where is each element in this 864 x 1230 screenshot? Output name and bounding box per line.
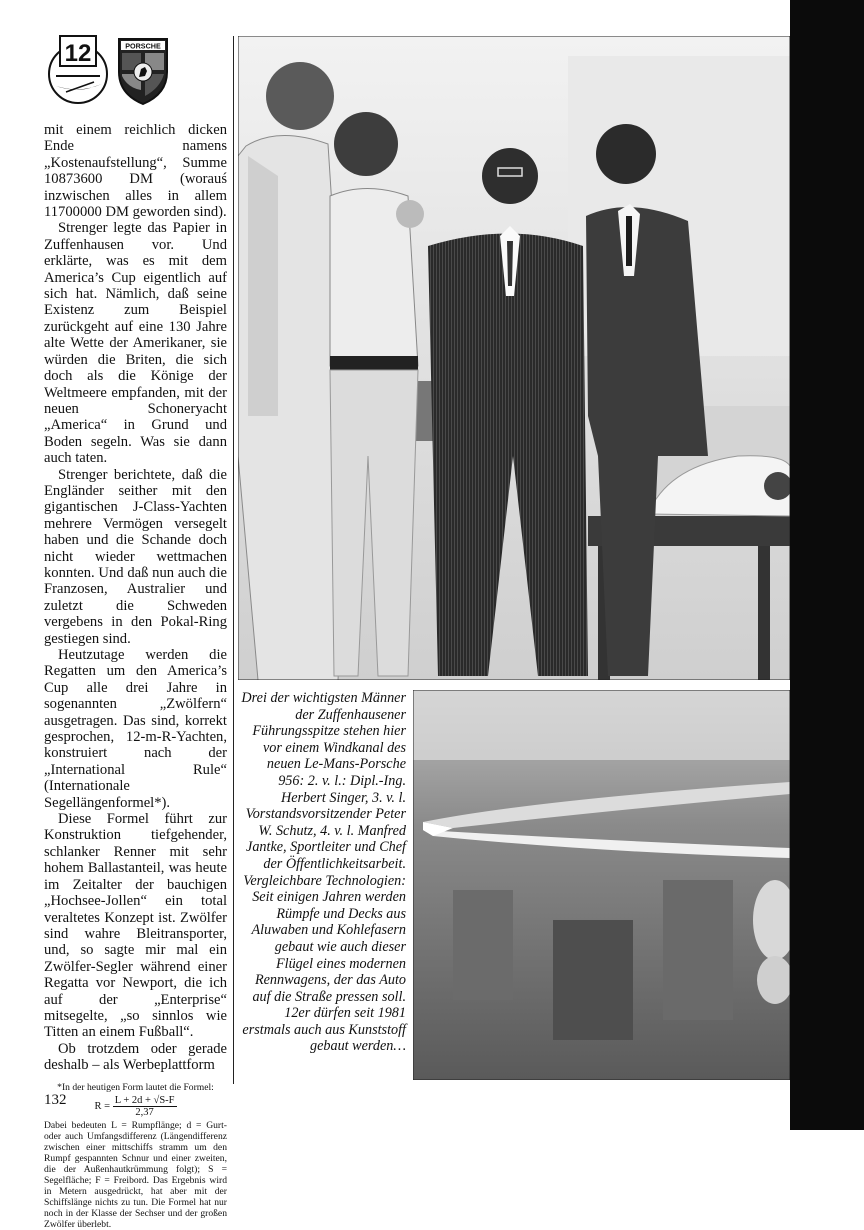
formula-numerator: L + 2d + √S-F xyxy=(114,1094,175,1106)
formula-lhs: R = xyxy=(94,1100,111,1112)
body-paragraph-2: Strenger legte das Papier in Zuffenhausen vor. Und erklärte, was es mit dem America’s Cup eigentlich auf sich hat. Nämlich, daß seine Existenz zum Beispiel zurückgeht auf eine 130 Jahre alte Wette der Amerikaner, sie würden die Briten, die sich doch als die Könige der Weltmeere empfanden, mit der neuen Schoneryacht „America“ in Grund und Boden segeln. Was sie dann auch taten. xyxy=(44,220,227,467)
porsche-crest-logo xyxy=(116,36,170,106)
photo-caption: Drei der wichtigsten Männer der Zuffenhausener Führungsspitze stehen hier vor einem Windkanal des neuen Le-Mans-Porsche 956: 2. v. l.: Dipl.-Ing. Herbert Singer, 3. v. l. Vorstandsvorsitzender Peter W. Schutz, 4. v. l. Manfred Jantke, Sportleiter und Chef der Öffentlichkeitsarbeit. Vergleichbare Technologien: Seit einigen Jahren werden Rümpfe und Decks aus Aluwaben und Kohlefasern gebaut wie auch dieser Flügel eines modernen Rennwagens, der das Auto auf die Straße pressen soll. 12er dürfen seit 1981 erstmals auch aus Kunststoff gebaut werden… xyxy=(241,690,406,1055)
racing-wing-photo xyxy=(413,690,790,1080)
body-paragraph-4: Heutzutage werden die Regatten um den America’s Cup alle drei Jahre in sogenannten „Zwölfern“ ausgetragen. Das sind, korrekt gesprochen, 12-m-R-Yachten, konstruiert nach der „International Rule“ (Internationale Segellängenformel*). xyxy=(44,647,227,811)
body-paragraph-1: mit einem reichlich dicken Ende namens „Kostenaufstellung“, Summe 10873600 DM (worauś inzwischen alles in allem 11700000 DM geworden sind). xyxy=(44,122,227,221)
logo-group xyxy=(44,34,174,110)
body-paragraph-3: Strenger berichtete, daß die Engländer seither mit den gigantischen J-Class-Yachten mehrere Vermögen versegelt haben und die Schande doch nicht wieder wettmachen konnten. Und daß nun auch die Franzosen, Australier und zuletzt die Schweden vergebens in den Pokal-Ring gestiegen sind. xyxy=(44,466,227,647)
formula-footnote xyxy=(44,1082,227,1230)
twelve-meter-class-logo xyxy=(46,34,110,106)
racing-wing-photo-illustration xyxy=(413,690,790,1080)
formula-fraction xyxy=(113,1095,177,1118)
left-text-column xyxy=(44,122,227,1230)
executives-photo-illustration xyxy=(238,36,790,680)
page-number: 132 xyxy=(44,1092,67,1108)
scan-edge-shadow xyxy=(790,0,864,1130)
crest-text: PORSCHE xyxy=(125,41,161,51)
executives-photo xyxy=(238,36,790,680)
logo-number: 12 xyxy=(64,40,92,67)
footnote-text: Dabei bedeuten L = Rumpflänge; d = Gurt- oder auch Umfangsdifferenz (Längendifferenz zwischen einer mittschiffs stramm um den Rumpf gespannten Schnur und einer zweiten, die der Außenhautkrümmung folgt); S = Segelfläche; F = Freibord. Das Ergebnis wird in Metern ausgedrückt, hat aber mit der Schiffslänge nichts zu tun. Die Formel hat nur noch in der Klasse der Sechser und der großen Zwölfer überlebt. xyxy=(44,1119,227,1230)
body-paragraph-6: Ob trotzdem oder gerade deshalb – als Werbeplattform xyxy=(44,1040,227,1074)
column-divider xyxy=(233,36,234,1084)
footnote-heading: *In der heutigen Form lautet die Formel: xyxy=(57,1081,214,1093)
sail-length-formula xyxy=(44,1095,227,1118)
formula-denominator: 2,37 xyxy=(135,1106,154,1118)
body-paragraph-5: Diese Formel führt zur Konstruktion tiefgehender, schlanker Renner mit sehr hohem Ballastanteil, was heute im Zeitalter der bauchigen „Hochsee-Jollen“ ein total veraltetes Konzept ist. Zwölfer sind wahre Bleitransporter, und, so sagte mir mal ein Zwölfer-Segler während einer Regatta vor Newport, die ich auf der „Enterprise“ mitsegelte, „so sinnlos wie Titten an einem Fußball“. xyxy=(44,811,227,1041)
